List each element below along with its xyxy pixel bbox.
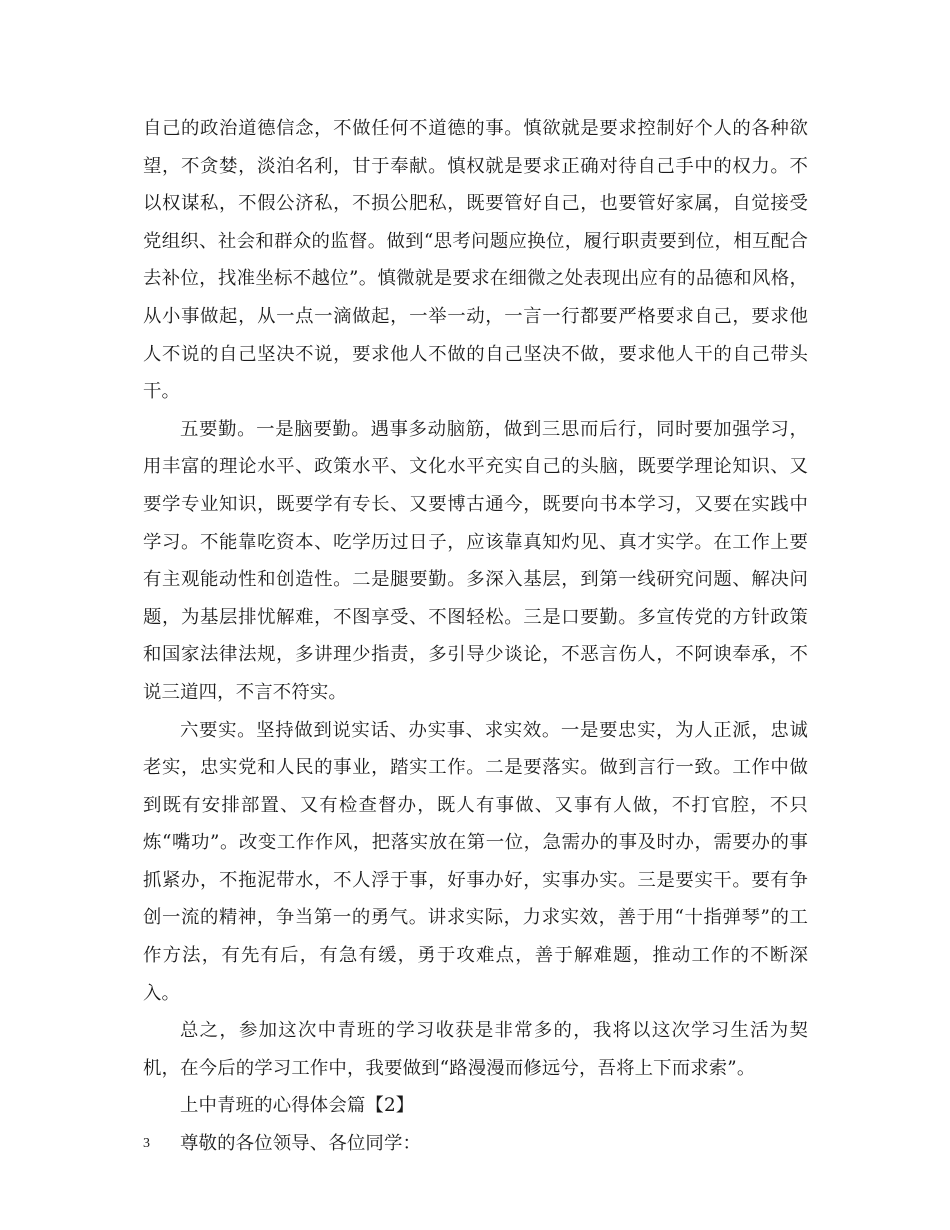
salutation: 尊敬的各位领导、各位同学： <box>180 1133 422 1155</box>
document-body <box>143 110 808 1163</box>
paragraph-2: 五要勤。一是脑要勤。遇事多动脑筋，做到三思而后行，同时要加强学习，用丰富的理论水平、政策水平、文化水平充实自己的头脑，既要学理论知识、又要学专业知识，既要学有专长、又要博古通今，既要向书本学习，又要在实践中学习。不能靠吃资本、吃学历过日子，应该靠真知灼见、真才实学。在工作上要有主观能动性和创造性。二是腿要勤。多深入基层，到第一线研究问题、解决问题，为基层排忧解难，不图享受、不图轻松。三是口要勤。多宣传党的方针政策和国家法律法规，多讲理少指责，多引导少谈论，不恶言伤人，不阿谀奉承，不说三道四，不言不符实。 <box>143 418 808 703</box>
paragraph-3: 六要实。坚持做到说实话、办实事、求实效。一是要忠实，为人正派，忠诚老实，忠实党和人民的事业，踏实工作。二是要落实。做到言行一致。工作中做到既有安排部置、又有检查督办，既人有事做、又事有人做，不打官腔，不只炼“嘴功”。改变工作作风，把落实放在第一位，急需办的事及时办，需要办的事抓紧办，不拖泥带水，不人浮于事，好事办好，实事办实。三是要实干。要有争创一流的精神，争当第一的勇气。讲求实际，力求实效，善于用“十指弹琴”的工作方法，有先有后，有急有缓，勇于攻难点，善于解难题，推动工作的不断深入。 <box>143 719 808 1004</box>
section-heading: 上中青班的心得体会篇【2】 <box>180 1095 415 1117</box>
paragraph-1: 自己的政治道德信念，不做任何不道德的事。慎欲就是要求控制好个人的各种欲望，不贪婪，淡泊名利，甘于奉献。慎权就是要求正确对待自己手中的权力。不以权谋私，不假公济私，不损公肥私，既要管好自己，也要管好家属，自觉接受党组织、社会和群众的监督。做到“思考问题应换位，履行职责要到位，相互配合去补位，找准坐标不越位”。慎微就是要求在细微之处表现出应有的品德和风格，从小事做起，从一点一滴做起，一举一动，一言一行都要严格要求自己，要求他人不说的自己坚决不说，要求他人不做的自己坚决不做，要求他人干的自己带头干。 <box>143 118 808 403</box>
paragraph-4: 总之，参加这次中青班的学习收获是非常多的，我将以这次学习生活为契机，在今后的学习工作中，我要做到“路漫漫而修远兮，吾将上下而求索”。 <box>143 1020 808 1079</box>
page-number: 3 <box>143 1136 150 1151</box>
